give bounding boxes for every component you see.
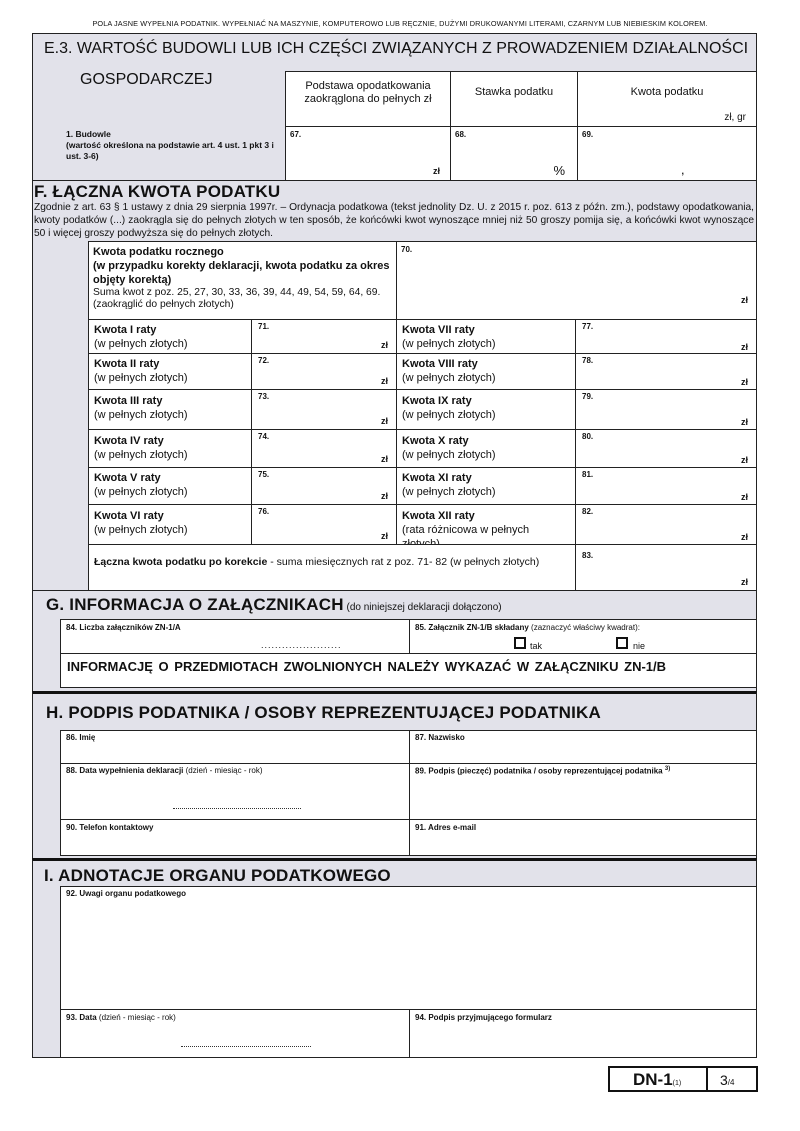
field-68[interactable]: 68. % xyxy=(450,126,578,181)
label-nie: nie xyxy=(633,641,646,651)
rate-label: Kwota IX raty (w pełnych złotych) xyxy=(396,389,576,430)
form-code: DN-1 xyxy=(633,1070,673,1089)
field-93[interactable]: 93. Data (dzień - miesiąc - rok) xyxy=(60,1009,410,1058)
field-92[interactable]: 92. Uwagi organu podatkowego xyxy=(60,886,757,1010)
field-91[interactable]: 91. Adres e-mail xyxy=(409,819,757,856)
rate-field[interactable]: 81. zł xyxy=(575,467,757,505)
total-label: Łączna kwota podatku po korekcie - suma miesięcznych rat z poz. 71- 82 (w pełnych złotych) xyxy=(88,544,576,591)
rate-label: Kwota XII raty (rata różnicowa w pełnych xyxy=(396,504,576,545)
form-code-box: DN-1(1) 3/4 xyxy=(608,1066,758,1092)
rate-field[interactable]: 77. zł xyxy=(575,319,757,354)
e3-row-label: 1. Budowle (wartość określona na podstawie art. 4 ust. 1 pkt 3 i ust. 3-6) xyxy=(66,129,274,161)
g-title: G. INFORMACJA O ZAŁĄCZNIKACH (do niniejszej deklaracji dołączono) xyxy=(46,595,502,614)
rate-field[interactable]: 73. zł xyxy=(251,389,397,430)
top-note: POLA JASNE WYPEŁNIA PODATNIK. WYPEŁNIAĆ NA MASZYNIE, KOMPUTEROWO LUB RĘCZNIE, DUŻYMI DRUKOWANYMI LITERAMI, CZARNYM LUB NIEBIESKIM KOLOREM. xyxy=(92,19,708,28)
e3-title-line2: GOSPODARCZEJ xyxy=(80,71,213,88)
label-tak: tak xyxy=(530,641,543,651)
f-description: Zgodnie z art. 63 § 1 ustawy z dnia 29 sierpnia 1997r. – Ordynacja podatkowa (tekst jednolity Dz. U. z 2015 r. poz. 613 z późn. zm.), podstawy opodatkowania, kwoty podatków (...) zaokrągla się do pełnych złotych w ten sposób, że końcówki kwot wynoszące mniej niż 50 groszy pomija się, a końcówki kwot wynoszące 50 i więcej groszy podwyższa się do pełnych złotych. xyxy=(34,202,754,240)
rate-field[interactable]: 75. zł xyxy=(251,467,397,505)
field-90[interactable]: 90. Telefon kontaktowy xyxy=(60,819,410,856)
rate-field[interactable]: 82. zł xyxy=(575,504,757,545)
rate-field[interactable]: 71. zł xyxy=(251,319,397,354)
e3-col-base-header: Podstawa opodatkowania zaokrąglona do pełnych zł xyxy=(285,71,451,127)
field-89[interactable]: 89. Podpis (pieczęć) podatnika / osoby reprezentującej podatnika $^{3)}$ xyxy=(409,763,757,820)
checkbox-nie[interactable] xyxy=(616,637,628,649)
field-85[interactable]: 85. Załącznik ZN-1/B składany (zaznaczyć właściwy kwadrat): tak nie xyxy=(409,619,757,654)
field-87[interactable]: 87. Nazwisko xyxy=(409,730,757,764)
rate-label: Kwota V raty (w pełnych złotych) xyxy=(88,467,252,505)
rate-field[interactable]: 79. zł xyxy=(575,389,757,430)
rate-field[interactable]: 74. zł xyxy=(251,429,397,468)
field-70[interactable]: 70. zł xyxy=(396,241,757,320)
e3-title: E.3. WARTOŚĆ BUDOWLI LUB ICH CZĘŚCI ZWIĄZANYCH Z PROWADZENIEM DZIAŁALNOŚCI xyxy=(44,40,749,57)
field-88[interactable]: 88. Data wypełnienia deklaracji (dzień - miesiąc - rok) xyxy=(60,763,410,820)
field-86[interactable]: 86. Imię xyxy=(60,730,410,764)
field-69[interactable]: 69. , xyxy=(577,126,757,181)
field-83[interactable]: 83. zł xyxy=(575,544,757,591)
annual-amount-label: Kwota podatku rocznego (w przypadku korekty deklaracji, kwota podatku za okres objęty korektą) Suma kwot z poz. 25, 27, 30, 33, 36, 39, 44, 49, 54, 59, 64, 69. (zaokrąglić do pełnych złotych) xyxy=(88,241,397,320)
rate-label: Kwota I raty (w pełnych złotych) xyxy=(88,319,252,354)
e3-col-rate-header: Stawka podatku xyxy=(450,71,578,127)
rate-field[interactable]: 78. zł xyxy=(575,353,757,390)
field-84[interactable]: 84. Liczba załączników ZN-1/A ....................... xyxy=(60,619,410,654)
i-title: I. ADNOTACJE ORGANU PODATKOWEGO xyxy=(44,866,391,885)
e3-amount-unit: zł, gr xyxy=(724,112,746,123)
rate-label: Kwota III raty (w pełnych złotych) xyxy=(88,389,252,430)
g-info-box: INFORMACJĘ O PRZEDMIOTACH ZWOLNIONYCH NALEŻY WYKAZAĆ W ZAŁĄCZNIKU ZN-1/B xyxy=(60,653,757,688)
rate-field[interactable]: 76. zł xyxy=(251,504,397,545)
checkbox-tak[interactable] xyxy=(514,637,526,649)
rate-label: Kwota IV raty (w pełnych złotych) xyxy=(88,429,252,468)
page-number: 3/4 xyxy=(720,1072,735,1088)
f-title: F. ŁĄCZNA KWOTA PODATKU xyxy=(34,182,281,201)
rate-field[interactable]: 80. zł xyxy=(575,429,757,468)
footer-divider xyxy=(706,1068,708,1090)
e3-col-amount-header: Kwota podatku zł, gr xyxy=(577,71,757,127)
rate-label: Kwota VIII raty (w pełnych złotych) xyxy=(396,353,576,390)
rate-label: Kwota II raty (w pełnych złotych) xyxy=(88,353,252,390)
rate-label: Kwota X raty (w pełnych złotych) xyxy=(396,429,576,468)
rate-label: Kwota VII raty (w pełnych złotych) xyxy=(396,319,576,354)
rate-field[interactable]: 72. zł xyxy=(251,353,397,390)
rate-label: Kwota VI raty (w pełnych złotych) xyxy=(88,504,252,545)
date-line xyxy=(173,808,301,809)
h-title: H. PODPIS PODATNIKA / OSOBY REPREZENTUJĄCEJ PODATNIKA xyxy=(46,703,601,722)
date-line xyxy=(181,1046,311,1047)
field-67[interactable]: 67. zł xyxy=(285,126,451,181)
rate-label: Kwota XI raty (w pełnych złotych) xyxy=(396,467,576,505)
field-94[interactable]: 94. Podpis przyjmującego formularz xyxy=(409,1009,757,1058)
